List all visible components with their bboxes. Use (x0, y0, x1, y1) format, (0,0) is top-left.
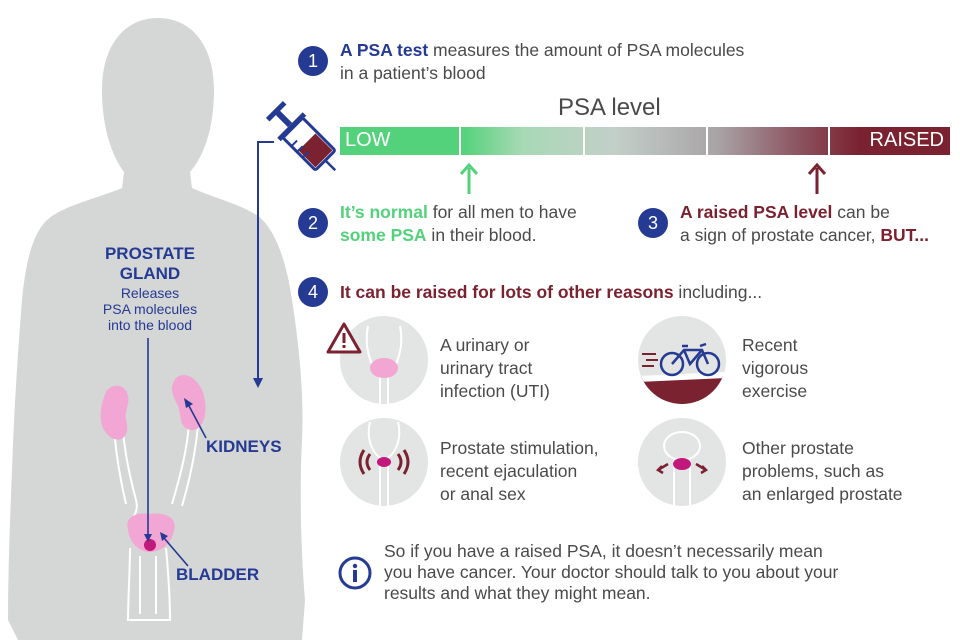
prostate-stimulation-icon (340, 418, 428, 506)
step-2-bold1: It’s normal (340, 202, 428, 222)
reason-uti-text (440, 334, 620, 403)
raised-psa-arrow-icon (806, 162, 828, 196)
reason-uti-line2: urinary tract (440, 358, 533, 378)
prostate-gland-organ (144, 539, 156, 551)
step-4-rest: including... (673, 282, 763, 302)
step-4-text (340, 281, 960, 304)
reason-enlarged-line2: problems, such as (742, 461, 885, 481)
info-text (384, 541, 954, 604)
reason-uti-line3: infection (UTI) (440, 381, 550, 401)
psa-low-label: LOW (345, 129, 391, 151)
step-1-line2: in a patient’s blood (340, 63, 486, 83)
reason-uti-line1: A urinary or (440, 335, 530, 355)
step-3-bold1: A raised PSA level (680, 202, 833, 222)
prostate-desc-line2: PSA molecules (102, 301, 198, 317)
step-2-text (340, 201, 630, 247)
psa-level-title: PSA level (558, 94, 661, 121)
warning-infection-icon (326, 322, 362, 354)
reason-stimulation-circle (340, 418, 428, 506)
reason-exercise-text (742, 334, 942, 403)
step-3-bold2: BUT... (880, 225, 930, 245)
step-1-text (340, 39, 940, 85)
syringe-icon (262, 92, 342, 182)
psa-bar-divider-1 (459, 127, 461, 155)
step-4-bold: It can be raised for lots of other reasons (340, 282, 674, 302)
psa-level-bar (340, 127, 950, 155)
prostate-desc-line1: Releases (120, 285, 180, 301)
reason-exercise-line1: Recent (742, 335, 798, 355)
step-1-number: 1 (298, 46, 328, 76)
step-2-line1: for all men to have (427, 202, 577, 222)
info-icon (338, 556, 372, 590)
prostate-desc-line3: into the blood (107, 317, 193, 333)
enlarged-prostate-icon (638, 418, 726, 506)
step-1-line1: measures the amount of PSA molecules (428, 40, 745, 60)
step-4-number: 4 (298, 277, 328, 307)
psa-raised-label: RAISED (869, 129, 944, 151)
prostate-description (74, 285, 226, 333)
prostate-title-line1: PROSTATE (104, 244, 196, 263)
info-line3: results and what they might mean. (384, 583, 651, 603)
step-3-text (680, 201, 960, 247)
psa-bar-divider-4 (828, 127, 830, 155)
step-1-bold: A PSA test (340, 40, 429, 60)
reason-enlarged-text (742, 437, 952, 506)
bladder-label: BLADDER (176, 565, 260, 584)
reason-stimulation-text (440, 437, 640, 506)
info-line2: you have cancer. Your doctor should talk to you about your (384, 562, 839, 582)
reason-exercise-line3: exercise (742, 381, 808, 401)
reason-stimulation-line2: recent ejaculation (440, 461, 578, 481)
reason-exercise-line2: vigorous (742, 358, 809, 378)
kidneys-label: KIDNEYS (206, 437, 282, 456)
step-3-line1: can be (832, 202, 890, 222)
info-line1: So if you have a raised PSA, it doesn’t necessarily mean (384, 541, 823, 561)
step-2-number: 2 (298, 208, 328, 238)
step-3-number: 3 (638, 208, 668, 238)
normal-psa-arrow-icon (458, 162, 480, 196)
reason-enlarged-line3: an enlarged prostate (742, 484, 903, 504)
reason-enlarged-line1: Other prostate (742, 438, 854, 458)
bicycle-icon (640, 336, 726, 380)
step-3-line2: a sign of prostate cancer, (680, 225, 881, 245)
reason-enlarged-circle (638, 418, 726, 506)
prostate-title-line2: GLAND (119, 264, 181, 283)
prostate-gland-label (82, 244, 218, 284)
psa-bar-divider-3 (706, 127, 708, 155)
reason-stimulation-line1: Prostate stimulation, (440, 438, 599, 458)
step-2-bold2: some PSA (340, 225, 427, 245)
reason-stimulation-line3: or anal sex (440, 484, 526, 504)
step-2-line2: in their blood. (426, 225, 537, 245)
psa-bar-divider-2 (583, 127, 585, 155)
